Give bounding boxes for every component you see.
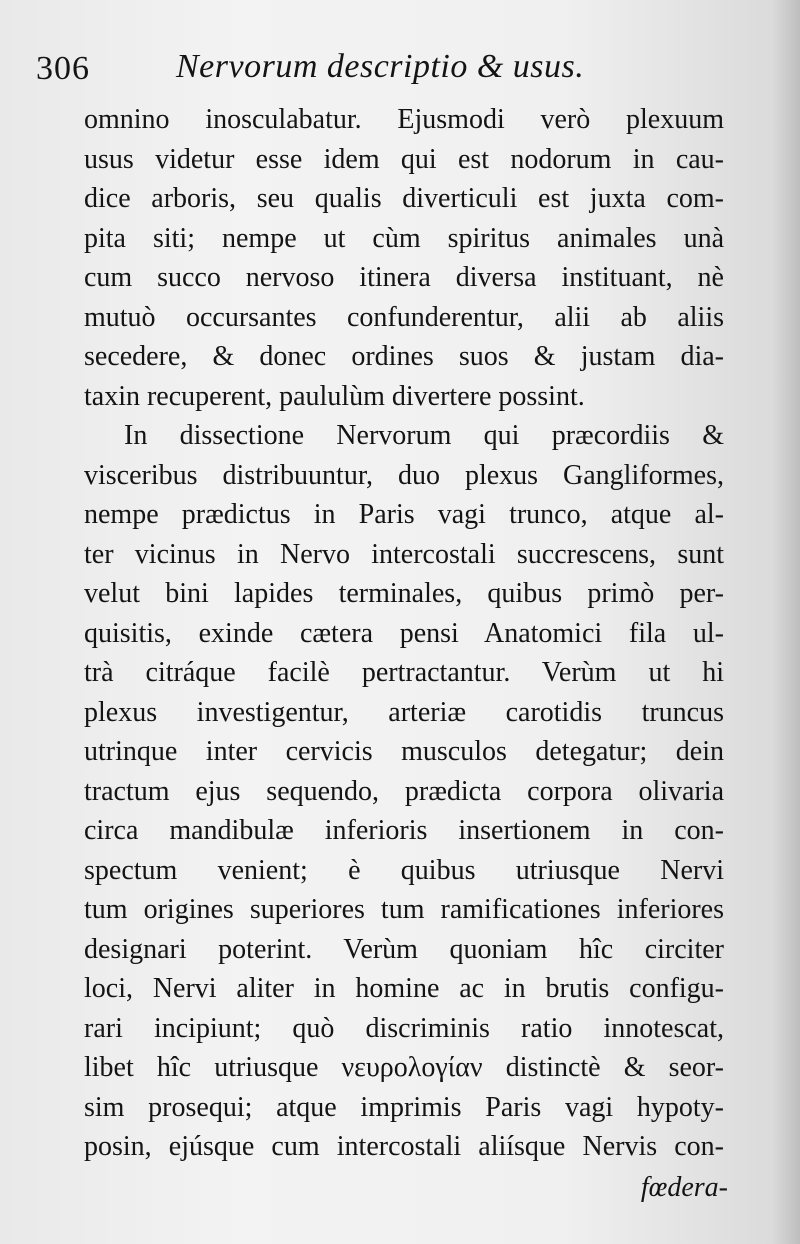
text-line: nempe prædictus in Paris vagi trunco, atque al- (84, 499, 724, 530)
text-line: loci, Nervi aliter in homine ac in brutis configu- (84, 973, 724, 1004)
text-line: tractum ejus sequendo, prædicta corpora olivaria (84, 775, 724, 807)
text-line: secedere, & donec ordines suos & justam dia- (84, 341, 724, 372)
text-line: dice arboris, seu qualis diverticuli est juxta com- (84, 183, 724, 214)
page-edge-shadow (772, 0, 800, 1244)
text-line: taxin recuperent, paululùm divertere possint. (84, 380, 585, 412)
text-line: omnino inosculabatur. Ejusmodi verò plexuum (84, 104, 724, 135)
text-line: pita siti; nempe ut cùm spiritus animales unà (84, 222, 724, 254)
text-line: spectum venient; è quibus utriusque Nervi (84, 854, 724, 886)
text-line: utrinque inter cervicis musculos detegatur; dein (84, 736, 724, 767)
text-line: designari poterint. Verùm quoniam hîc circiter (84, 933, 724, 965)
text-line: usus videtur esse idem qui est nodorum in cau- (84, 143, 724, 175)
text-line: posin, ejúsque cum intercostali aliísque Nervis con- (84, 1131, 724, 1162)
catchword: fœdera- (640, 1172, 728, 1203)
text-line: tum origines superiores tum ramificationes inferiores (84, 894, 724, 925)
text-line: quisitis, exinde cætera pensi Anatomici fila ul- (84, 617, 724, 649)
paragraph-first-line: In dissectione Nervorum qui præcordiis & (124, 420, 724, 451)
text-line: visceribus distribuuntur, duo plexus Gangliformes, (84, 459, 724, 491)
page-header (26, 44, 746, 100)
text-line: ter vicinus in Nervo intercostali succrescens, sunt (84, 538, 724, 570)
text-line: cum succo nervoso itinera diversa instituant, nè (84, 262, 724, 293)
text-line: mutuò occursantes confunderentur, alii ab aliis (84, 301, 724, 333)
text-line: sim prosequi; atque imprimis Paris vagi hypoty- (84, 1091, 724, 1123)
text-line: circa mandibulæ inferioris insertionem in con- (84, 815, 724, 846)
running-title: Nervorum descriptio & usus. (176, 48, 585, 85)
body-text (84, 100, 724, 1167)
text-line: rari incipiunt; quò discriminis ratio innotescat, (84, 1012, 724, 1044)
text-line: trà citráque facilè pertractantur. Verùm ut hi (84, 657, 724, 688)
text-line: libet hîc utriusque νευρολογίαν distinctè & seor- (84, 1052, 724, 1083)
page-number: 306 (36, 50, 90, 87)
text-line: velut bini lapides terminales, quibus primò per- (84, 578, 724, 609)
text-line: plexus investigentur, arteriæ carotidis truncus (84, 696, 724, 728)
